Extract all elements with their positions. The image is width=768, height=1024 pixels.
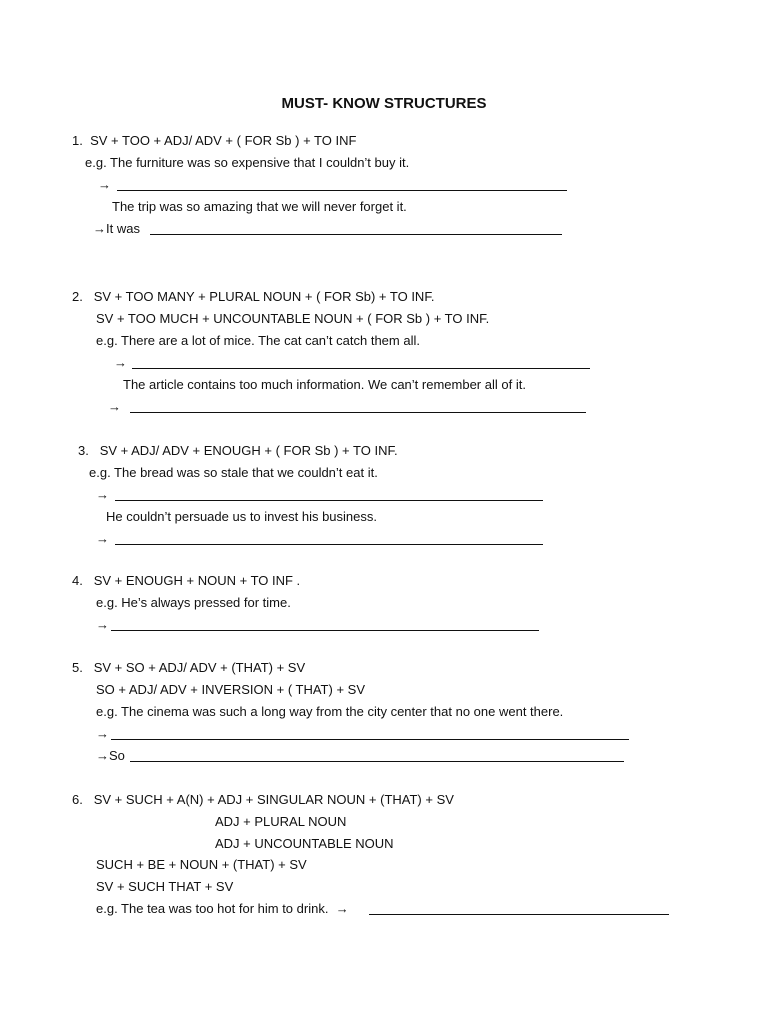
formula: ADJ + UNCOUNTABLE NOUN [215,836,394,851]
example-sentence: The article contains too much information. We can’t remember all of it. [123,377,526,392]
answer-line[interactable] [369,914,669,915]
answer-arrow: → [108,399,121,414]
formula: SV + TOO MUCH + UNCOUNTABLE NOUN + ( FOR Sb ) + TO INF. [96,311,490,326]
example-sentence: The trip was so amazing that we will never forget it. [112,199,407,214]
section-number: 5. SV + SO + ADJ/ ADV + (THAT) + SV [72,660,306,675]
answer-line[interactable] [130,412,586,413]
formula: SV + ADJ/ ADV + ENOUGH + ( FOR Sb ) + TO INF. [99,443,398,458]
formula: SV + SUCH THAT + SV [96,879,234,894]
answer-arrow: → [98,177,111,192]
formula: SO + ADJ/ ADV + INVERSION + ( THAT) + SV [96,682,365,697]
answer-arrow: → [96,726,109,741]
answer-line[interactable] [115,544,543,545]
example: e.g. The furniture was so expensive that I couldn’t buy it. [85,155,410,170]
answer-arrow: → [96,487,109,502]
answer-line[interactable] [111,630,539,631]
example: e.g. He’s always pressed for time. [96,595,291,610]
section-number: 3. SV + ADJ/ ADV + ENOUGH + ( FOR Sb ) + TO INF. [78,443,398,458]
answer-line[interactable] [150,234,562,235]
formula: SV + TOO MANY + PLURAL NOUN + ( FOR Sb) + TO INF. [93,289,435,304]
answer-arrow: → [335,901,349,916]
formula: SV + SO + ADJ/ ADV + (THAT) + SV [93,660,306,675]
answer-line[interactable] [130,761,624,762]
example: e.g. There are a lot of mice. The cat can’t catch them all. [96,333,420,348]
example: e.g. The cinema was such a long way from the city center that no one went there. [96,704,564,719]
answer-line[interactable] [132,368,590,369]
formula: SV + SUCH + A(N) + ADJ + SINGULAR NOUN + (THAT) + SV [93,792,454,807]
answer-line[interactable] [111,739,629,740]
answer-line[interactable] [117,190,567,191]
formula: SV + TOO + ADJ/ ADV + ( FOR Sb ) + TO INF [90,133,357,148]
formula: SUCH + BE + NOUN + (THAT) + SV [96,857,307,872]
answer-prefix: →So [96,748,125,763]
answer-arrow: → [96,531,109,546]
example: e.g. The bread was so stale that we couldn’t eat it. [89,465,378,480]
section-number: 4. SV + ENOUGH + NOUN + TO INF . [72,573,301,588]
example: e.g. The tea was too hot for him to drink. → [96,901,349,916]
answer-prefix: →It was [93,221,140,236]
example-sentence: He couldn’t persuade us to invest his business. [106,509,377,524]
formula: ADJ + PLURAL NOUN [215,814,347,829]
section-number: 6. SV + SUCH + A(N) + ADJ + SINGULAR NOUN + (THAT) + SV [72,792,454,807]
page-title: MUST- KNOW STRUCTURES [281,95,487,112]
answer-line[interactable] [115,500,543,501]
answer-arrow: → [114,355,127,370]
formula: SV + ENOUGH + NOUN + TO INF . [93,573,301,588]
answer-arrow: → [96,617,109,632]
section-number: 1. SV + TOO + ADJ/ ADV + ( FOR Sb ) + TO INF [72,133,357,148]
section-number: 2. SV + TOO MANY + PLURAL NOUN + ( FOR Sb) + TO INF. [72,289,435,304]
